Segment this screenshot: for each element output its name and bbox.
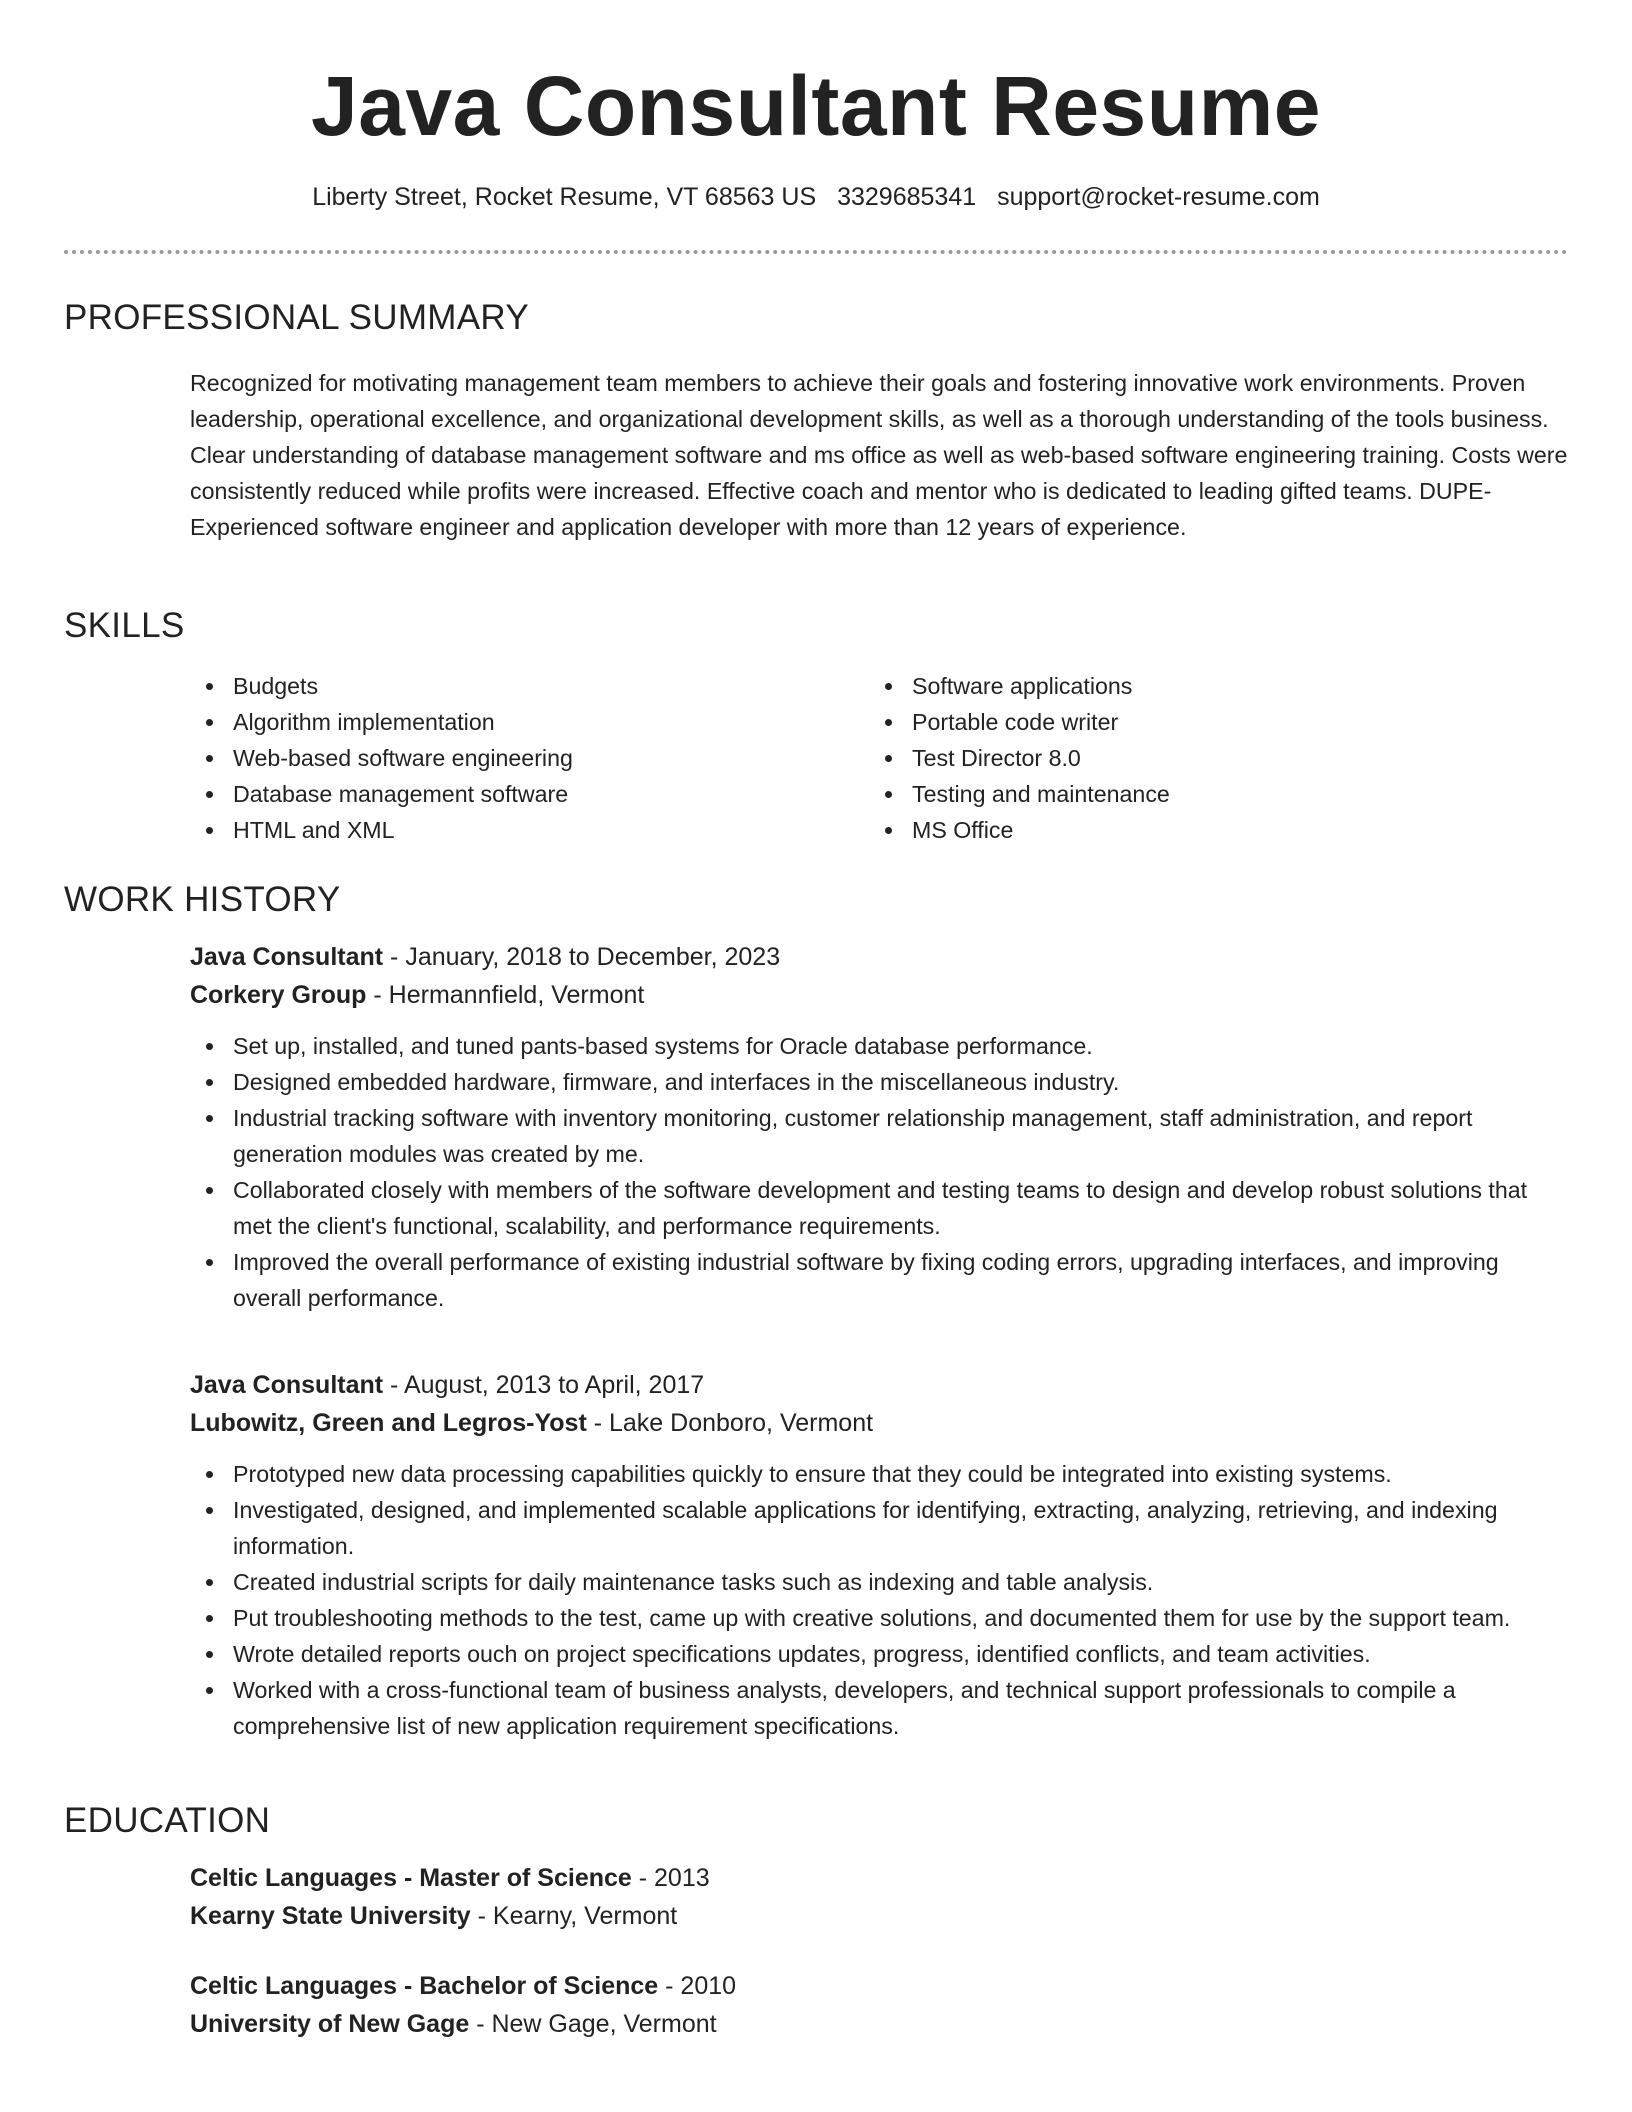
work-history-heading: WORK HISTORY bbox=[64, 880, 341, 919]
education-degree: Celtic Languages - Master of Science bbox=[190, 1864, 632, 1892]
summary-section bbox=[64, 298, 1568, 545]
education-year: - 2013 bbox=[631, 1864, 710, 1892]
summary-heading: PROFESSIONAL SUMMARY bbox=[64, 298, 529, 337]
job-bullet: Industrial tracking software with inventory monitoring, customer relationship management, staff administration, and report generation modules was created by me. bbox=[233, 1100, 1568, 1172]
job-role: Java Consultant bbox=[190, 1371, 384, 1399]
education-location: - New Gage, Vermont bbox=[469, 2010, 717, 2038]
education-degree-line bbox=[190, 1859, 1568, 1897]
contact-phone: 3329685341 bbox=[837, 183, 977, 211]
skill-item: Database management software bbox=[233, 776, 869, 812]
skills-section bbox=[64, 606, 1568, 848]
summary-text: Recognized for motivating management team members to achieve their goals and fostering innovative work environments. Proven leadership, operational excellence, and organizational development skills, as well as a thorough understanding of the tools business. Clear understanding of database management software and ms office as well as web-based software engineering training. Costs were consistently reduced while profits were increased. Effective coach and mentor who is dedicated to leading gifted teams. DUPE- Experienced software engineer and application developer with more than 12 years of experience. bbox=[190, 370, 1568, 540]
education-heading: EDUCATION bbox=[64, 1801, 271, 1840]
skill-item: Testing and maintenance bbox=[912, 776, 1548, 812]
job-bullet: Created industrial scripts for daily maintenance tasks such as indexing and table analysis. bbox=[233, 1564, 1568, 1600]
education-degree: Celtic Languages - Bachelor of Science bbox=[190, 1972, 659, 2000]
skills-list-left bbox=[190, 668, 869, 848]
job-dates: - January, 2018 to December, 2023 bbox=[383, 943, 781, 971]
job-location: - Lake Donboro, Vermont bbox=[586, 1409, 874, 1437]
job-bullet: Put troubleshooting methods to the test, came up with creative solutions, and documented them for use by the support team. bbox=[233, 1600, 1568, 1636]
skills-list-right bbox=[869, 668, 1548, 848]
education-school-line bbox=[190, 2005, 1568, 2043]
job-bullet: Set up, installed, and tuned pants-based systems for Oracle database performance. bbox=[233, 1028, 1568, 1064]
skill-item: Budgets bbox=[233, 668, 869, 704]
education-location: - Kearny, Vermont bbox=[470, 1902, 678, 1930]
contact-address: Liberty Street, Rocket Resume, VT 68563 US bbox=[312, 183, 817, 211]
job-entry bbox=[190, 1366, 1568, 1744]
skill-item: Web-based software engineering bbox=[233, 740, 869, 776]
job-company: Lubowitz, Green and Legros-Yost bbox=[190, 1409, 587, 1437]
job-role: Java Consultant bbox=[190, 943, 384, 971]
education-section bbox=[64, 1801, 1568, 2043]
skills-heading: SKILLS bbox=[64, 606, 185, 645]
education-entry bbox=[190, 1859, 1568, 1935]
resume-title: Java Consultant Resume bbox=[311, 59, 1321, 153]
contact-line bbox=[64, 181, 1568, 213]
job-bullet: Investigated, designed, and implemented scalable applications for identifying, extracting, analyzing, retrieving, and indexing information. bbox=[233, 1492, 1568, 1564]
job-title-line bbox=[190, 1366, 1568, 1404]
job-company: Corkery Group bbox=[190, 981, 367, 1009]
job-entry bbox=[190, 938, 1568, 1316]
skill-item: Software applications bbox=[912, 668, 1548, 704]
skill-item: MS Office bbox=[912, 812, 1548, 848]
contact-email[interactable]: support@rocket-resume.com bbox=[997, 183, 1320, 211]
job-location: - Hermannfield, Vermont bbox=[366, 981, 645, 1009]
header-divider bbox=[64, 250, 1568, 254]
job-bullet: Collaborated closely with members of the software development and testing teams to design and develop robust solutions that met the client's functional, scalability, and performance requirements. bbox=[233, 1172, 1568, 1244]
job-bullets bbox=[190, 1456, 1568, 1744]
job-company-line bbox=[190, 976, 1568, 1014]
job-bullet: Wrote detailed reports ouch on project specifications updates, progress, identified conflicts, and team activities. bbox=[233, 1636, 1568, 1672]
skill-item: Portable code writer bbox=[912, 704, 1548, 740]
education-year: - 2010 bbox=[658, 1972, 737, 2000]
job-bullet: Worked with a cross-functional team of business analysts, developers, and technical support professionals to compile a comprehensive list of new application requirement specifications. bbox=[233, 1672, 1568, 1744]
education-school: Kearny State University bbox=[190, 1902, 471, 1930]
skill-item: Algorithm implementation bbox=[233, 704, 869, 740]
job-bullet: Designed embedded hardware, firmware, and interfaces in the miscellaneous industry. bbox=[233, 1064, 1568, 1100]
job-bullets bbox=[190, 1028, 1568, 1316]
education-entry bbox=[190, 1967, 1568, 2043]
skill-item: Test Director 8.0 bbox=[912, 740, 1548, 776]
job-bullet: Improved the overall performance of existing industrial software by fixing coding errors, upgrading interfaces, and improving overall performance. bbox=[233, 1244, 1568, 1316]
work-history-section bbox=[64, 880, 1568, 1744]
resume-page bbox=[64, 0, 1568, 2038]
job-bullet: Prototyped new data processing capabilities quickly to ensure that they could be integrated into existing systems. bbox=[233, 1456, 1568, 1492]
job-company-line bbox=[190, 1404, 1568, 1442]
education-degree-line bbox=[190, 1967, 1568, 2005]
skill-item: HTML and XML bbox=[233, 812, 869, 848]
job-title-line bbox=[190, 938, 1568, 976]
education-school-line bbox=[190, 1897, 1568, 1935]
education-school: University of New Gage bbox=[190, 2010, 470, 2038]
job-dates: - August, 2013 to April, 2017 bbox=[383, 1371, 705, 1399]
